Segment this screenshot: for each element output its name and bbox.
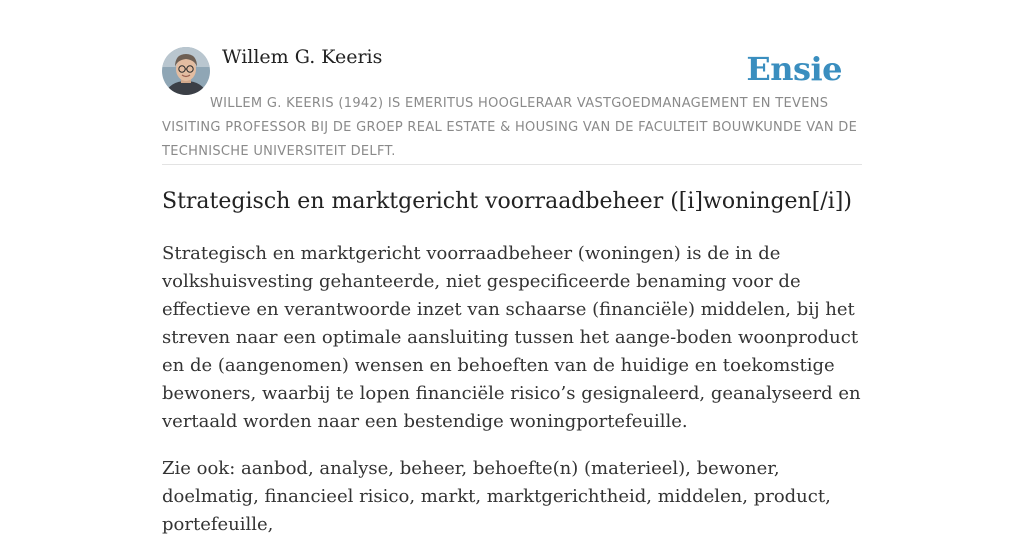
author-bio: WILLEM G. KEERIS (1942) IS EMERITUS HOOGLERAAR VASTGOEDMANAGEMENT EN TEVENS VISITING PROFESSOR BIJ DE GROEP REAL ESTATE & HOUSING VAN DE FACULTEIT BOUWKUNDE VAN DE TECHNISCHE UNIVERSITEIT DELFT. [162, 96, 858, 159]
author-header [162, 44, 862, 165]
author-photo [162, 47, 210, 95]
entry-content [162, 184, 862, 558]
entry-definition: Strategisch en marktgericht voorraadbeheer (woningen) is de in de volkshuisvesting gehanteerde, niet gespecificeerde benaming voor de effectieve en verantwoorde inzet van schaarse (financiële) middelen, bij het streven naar een optimale aansluiting tussen het aange-boden woonproduct en de (aangenomen) wensen en behoeften van de huidige en toekomstige bewoners, waarbij te lopen financiële risico’s gesignaleerd, geanalyseerd en vertaald worden naar een bestendige woningportefeuille. [162, 243, 861, 432]
entry-see-also: Zie ook: aanbod, analyse, beheer, behoefte(n) (materieel), bewoner, doelmatig, financieel risico, markt, marktgerichtheid, middelen, product, portefeuille, [162, 458, 831, 535]
author-name[interactable]: Willem G. Keeris [222, 46, 383, 68]
entry-title: Strategisch en marktgericht voorraadbeheer ([i]woningen[/i]) [162, 189, 852, 214]
brand-logo[interactable]: Ensie [746, 50, 842, 88]
author-avatar[interactable] [162, 47, 210, 95]
